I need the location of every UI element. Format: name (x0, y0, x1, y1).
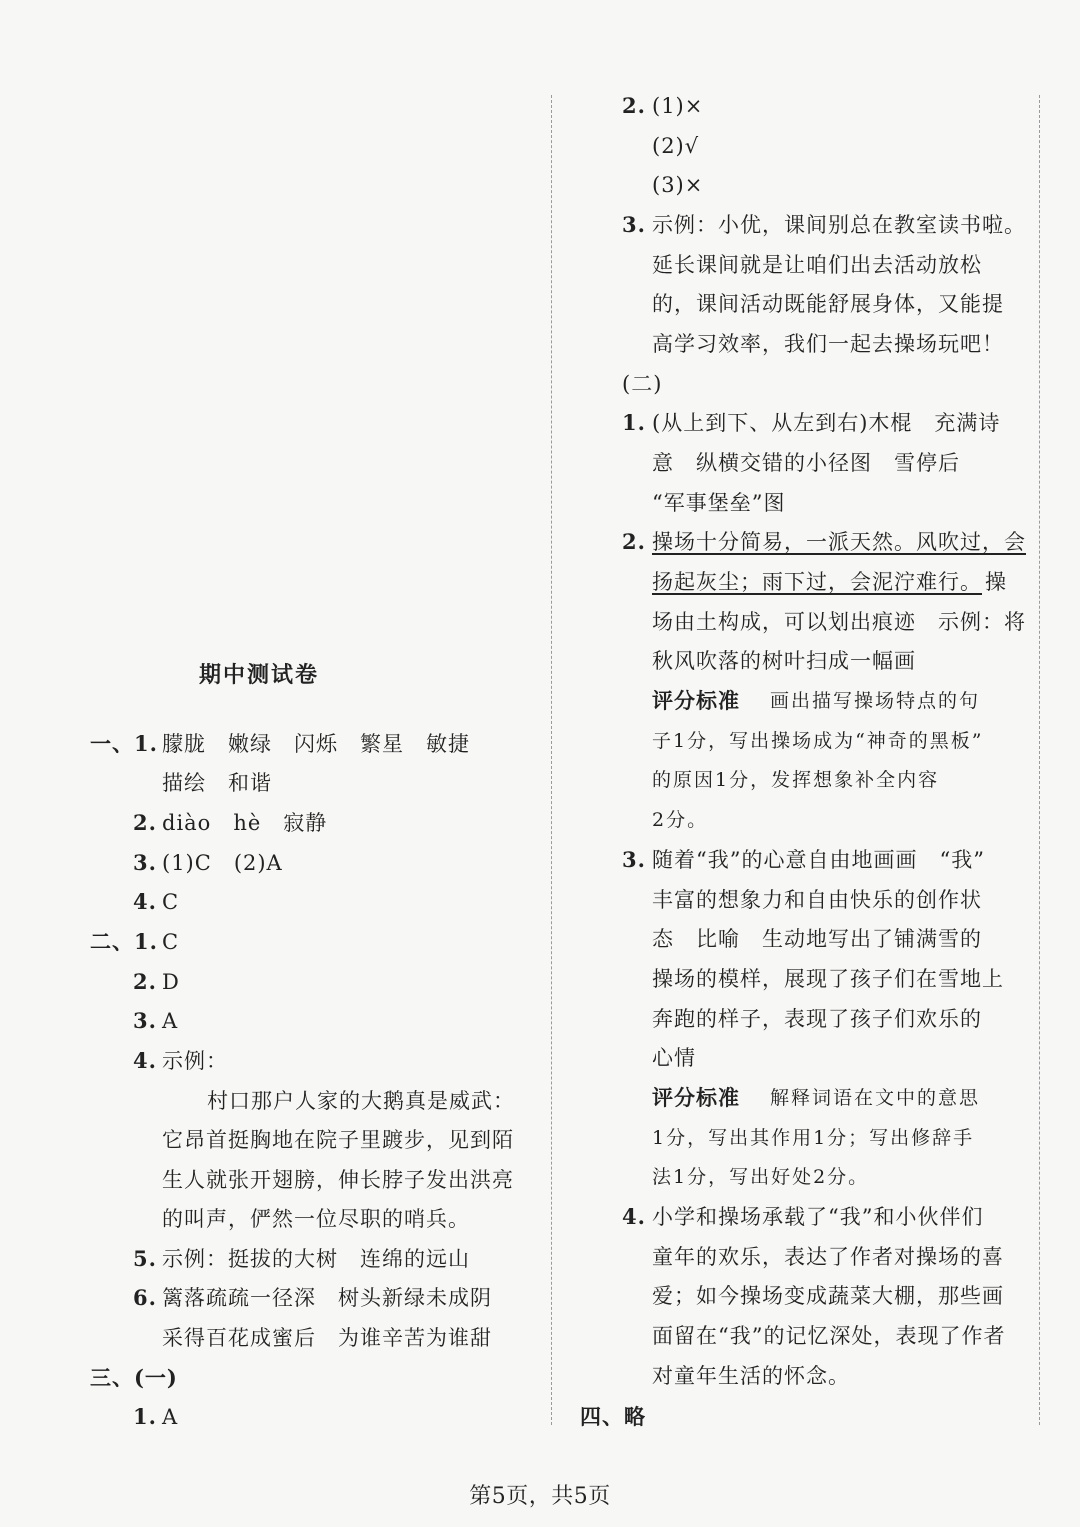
answer-text: D (162, 970, 180, 994)
question-number: 5. (133, 1246, 157, 1271)
scoring-text: 画出描写操场特点的句 (770, 690, 981, 712)
scoring-label: 评分标准 (652, 688, 740, 713)
question-number: 2. (622, 93, 646, 118)
question-number: 2. (133, 969, 157, 994)
answer-text: 示例：挺拔的大树 连绵的远山 (162, 1247, 470, 1271)
answer-text: C (162, 930, 180, 954)
question-number: 3. (622, 212, 646, 237)
answer-paragraph-line: 村口那户人家的大鹅真是威武： (207, 1089, 515, 1113)
scoring-text: 子1分，写出操场成为“神奇的黑板” (652, 730, 984, 752)
question-number: 3. (133, 850, 157, 875)
answer-text: 态 比喻 生动地写出了铺满雪的 (652, 927, 982, 951)
part-2-label: (二) (622, 372, 663, 396)
question-number: 6. (133, 1285, 157, 1310)
scoring-text: 的原因1分，发挥想象补全内容 (652, 769, 940, 791)
answer-text: 示例：小优，课间别总在教室读书啦。 (652, 213, 1026, 237)
answer-text: 心情 (652, 1046, 696, 1070)
answer-text: (从上到下、从左到右)木棍 充满诗 (652, 411, 1001, 435)
answer-text: 篱落疏疏一径深 树头新绿未成阴 (162, 1286, 492, 1310)
question-number: 4. (133, 1048, 157, 1073)
section-1-label: 一、1. (90, 731, 158, 756)
answer-text: A (162, 1405, 179, 1429)
answer-text: 操 (985, 570, 1007, 594)
question-number: 4. (133, 889, 157, 914)
question-number: 2. (133, 810, 157, 835)
scoring-text: 法1分，写出好处2分。 (652, 1166, 870, 1188)
question-number: 3. (133, 1008, 157, 1033)
answer-text: 操场的模样，展现了孩子们在雪地上 (652, 967, 1004, 991)
answer-text: (1)C (2)A (162, 851, 283, 875)
answer-text: 面留在“我”的记忆深处，表现了作者 (652, 1324, 1006, 1348)
answer-text: 对童年生活的怀念。 (652, 1364, 850, 1388)
answer-text: 示例： (162, 1049, 228, 1073)
answer-text: “军事堡垒”图 (652, 491, 786, 515)
answer-text: 的，课间活动既能舒展身体，又能提 (652, 292, 1004, 316)
answer-text: 朦胧 嫩绿 闪烁 繁星 敏捷 (162, 732, 470, 756)
left-divider (551, 95, 552, 1425)
answer-text: 采得百花成蜜后 为谁辛苦为谁甜 (162, 1326, 492, 1350)
answer-text: C (162, 890, 180, 914)
question-number: 2. (622, 529, 646, 554)
answer-text: diào hè 寂静 (162, 811, 328, 835)
answer-paragraph-line: 的叫声，俨然一位尽职的哨兵。 (162, 1207, 470, 1231)
answer-text: 奔跑的样子，表现了孩子们欢乐的 (652, 1007, 982, 1031)
page-title: 期中测试卷 (199, 662, 320, 688)
answer-text: (1)× (652, 94, 704, 118)
answer-text: 意 纵横交错的小径图 雪停后 (652, 451, 960, 475)
question-number: 1. (133, 1404, 157, 1429)
question-number: 3. (622, 847, 646, 872)
answer-text: 丰富的想象力和自由快乐的创作状 (652, 888, 982, 912)
section-2-label: 二、1. (90, 929, 158, 954)
scoring-text: 解释词语在文中的意思 (770, 1087, 981, 1109)
answer-text: 小学和操场承载了“我”和小伙伴们 (652, 1205, 984, 1229)
answer-text: A (162, 1009, 179, 1033)
section-4-label: 四、略 (580, 1404, 646, 1429)
answer-text: (2)√ (652, 134, 700, 158)
answer-text: (3)× (652, 173, 704, 197)
answer-text: 延长课间就是让咱们出去活动放松 (652, 253, 982, 277)
answer-text: 秋风吹落的树叶扫成一幅画 (652, 649, 916, 673)
answer-paragraph-line: 生人就张开翅膀，伸长脖子发出洪亮 (162, 1168, 514, 1192)
underlined-answer: 操场十分简易，一派天然。风吹过，会 (652, 530, 1026, 554)
question-number: 4. (622, 1204, 646, 1229)
right-divider (1039, 95, 1040, 1425)
answer-text: 随着“我”的心意自由地画画 “我” (652, 848, 985, 872)
scoring-text: 2分。 (652, 809, 709, 831)
page-footer: 第5页，共5页 (469, 1484, 611, 1509)
answer-text: 场由土构成，可以划出痕迹 示例：将 (652, 610, 1026, 634)
underlined-answer: 扬起灰尘；雨下过，会泥泞难行。 (652, 570, 982, 594)
scoring-text: 1分，写出其作用1分；写出修辞手 (652, 1127, 975, 1149)
answer-text: 描绘 和谐 (162, 771, 272, 795)
scoring-label: 评分标准 (652, 1085, 740, 1110)
answer-paragraph-line: 它昂首挺胸地在院子里踱步，见到陌 (162, 1128, 514, 1152)
answer-text: 童年的欢乐，表达了作者对操场的喜 (652, 1245, 1004, 1269)
answer-text: 爱；如今操场变成蔬菜大棚，那些画 (652, 1284, 1004, 1308)
question-number: 1. (622, 410, 646, 435)
section-3-label: 三、(一) (90, 1365, 178, 1390)
answer-text: 高学习效率，我们一起去操场玩吧！ (652, 332, 1004, 356)
